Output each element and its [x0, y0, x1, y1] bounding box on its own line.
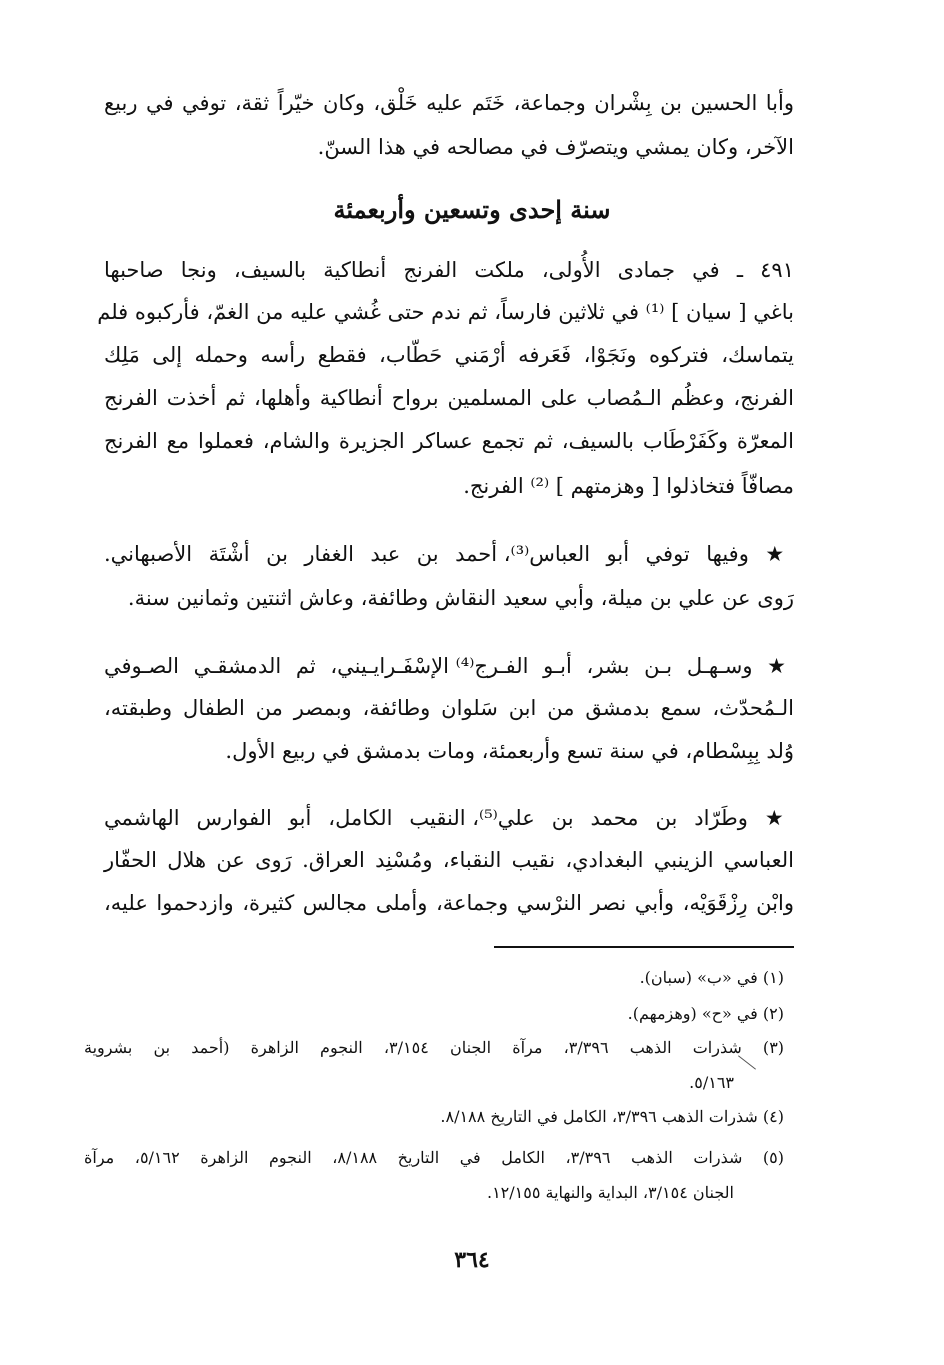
footnote-separator: [494, 946, 794, 948]
entry-main-line-2: باغي [ سيان ] ⁽¹⁾ في ثلاثين فارساً، ثم ندم حتى غُشي عليه من الغمّ، فأركبوه فلم: [97, 300, 794, 324]
entry-tirad-line-1: ★ وطَرّاد بن محمد بن علي⁽⁵⁾، النقيب الكامل، أبو الفوارس الهاشمي: [104, 806, 794, 830]
entry-main-line-6: مصافّاً فتخاذلوا [ وهزمتهم ] ⁽²⁾ الفرنج.: [463, 474, 794, 498]
footnote-5: (٥) شذرات الذهب ٣/٣٩٦، الكامل في التاريخ ٨/١٨٨، النجوم الزاهرة ٥/١٦٢، مرآة: [84, 1148, 785, 1167]
intro-line-2: الآخر، وكان يمشي ويتصرّف في مصالحه في هذا السنّ.: [317, 135, 794, 159]
entry-main-line-5: المعرّة وكَفَرْطَاب بالسيف، ثم تجمع عساكر الجزيرة والشام، فعملوا مع الفرنج: [104, 429, 794, 453]
entry-tirad-line-3: وابْن رِزْقَوَيْه، وأبي نصر النرْسي وجماعة، وأملى مجالس كثيرة، وازدحموا عليه،: [104, 891, 794, 915]
footnote-3: (٣) شذرات الذهب ٣/٣٩٦، مرآة الجنان ٣/١٥٤، النجوم الزاهرة (أحمد بن بشروية: [84, 1038, 785, 1057]
entry-sahl-line-2: الـمُحدّث، سمع بدمشق من ابن سَلوان وطائفة، وبمصر من الطفال وطبقته،: [104, 696, 794, 720]
section-heading: سنة إحدى وتسعين وأربعمئة: [333, 195, 611, 224]
entry-main-line-3: يتماسك، فتركوه ونَجَوْا، فَعَرفه أرْمَني حَطّاب، فقطع رأسه وحمله إلى مَلِك: [104, 343, 794, 367]
footnote-1: (١) في «ب» (سبان).: [639, 968, 784, 987]
entry-main-line-4: الفرنج، وعظُم الـمُصاب على المسلمين برواح أنطاكية وأهلها، ثم أخذت الفرنج: [104, 386, 794, 410]
entry-main-line-1: ٤٩١ ـ في جمادى الأُولى، ملكت الفرنج أنطاكية بالسيف، ونجا صاحبها: [104, 258, 794, 282]
footnote-4: (٤) شذرات الذهب ٣/٣٩٦، الكامل في التاريخ ٨/١٨٨.: [440, 1107, 784, 1126]
entry-tirad-line-2: العباسي الزينبي البغدادي، نقيب النقباء، ومُسْنِد العراق. رَوى عن هلال الحفّار: [104, 848, 794, 872]
footnote-3-continuation: ٥/١٦٣.: [689, 1073, 734, 1092]
entry-sahl-line-3: وُلد بِبِسْطام، في سنة تسع وأربعمئة، ومات بدمشق في ربيع الأول.: [225, 739, 794, 763]
entry-abbas-line-1: ★ وفيها توفي أبو العباس⁽³⁾، أحمد بن عبد الغفار بن أشْتَة الأصبهاني.: [104, 542, 794, 566]
footnote-5-continuation: الجنان ٣/١٥٤، البداية والنهاية ١٢/١٥٥.: [486, 1183, 734, 1202]
entry-sahl-line-1: ★ وسـهـل بـن بشر، أبـو الفـرج⁽⁴⁾ الإسْفَـرايـيني، ثم الدمشقـي الصـوفي: [104, 654, 794, 678]
intro-line-1: وأبا الحسين بن بِشْران وجماعة، خَتَم عليه خَلْق، وكان خيّراً ثقة، توفي في ربيع: [104, 91, 794, 115]
footnote-2: (٢) في «ح» (وهزمهم).: [627, 1004, 784, 1023]
entry-abbas-line-2: رَوى عن علي بن ميلة، وأبي سعيد النقاش وطائفة، وعاش اثنتين وثمانين سنة.: [127, 586, 794, 610]
page-number: ٣٦٤: [454, 1247, 490, 1273]
